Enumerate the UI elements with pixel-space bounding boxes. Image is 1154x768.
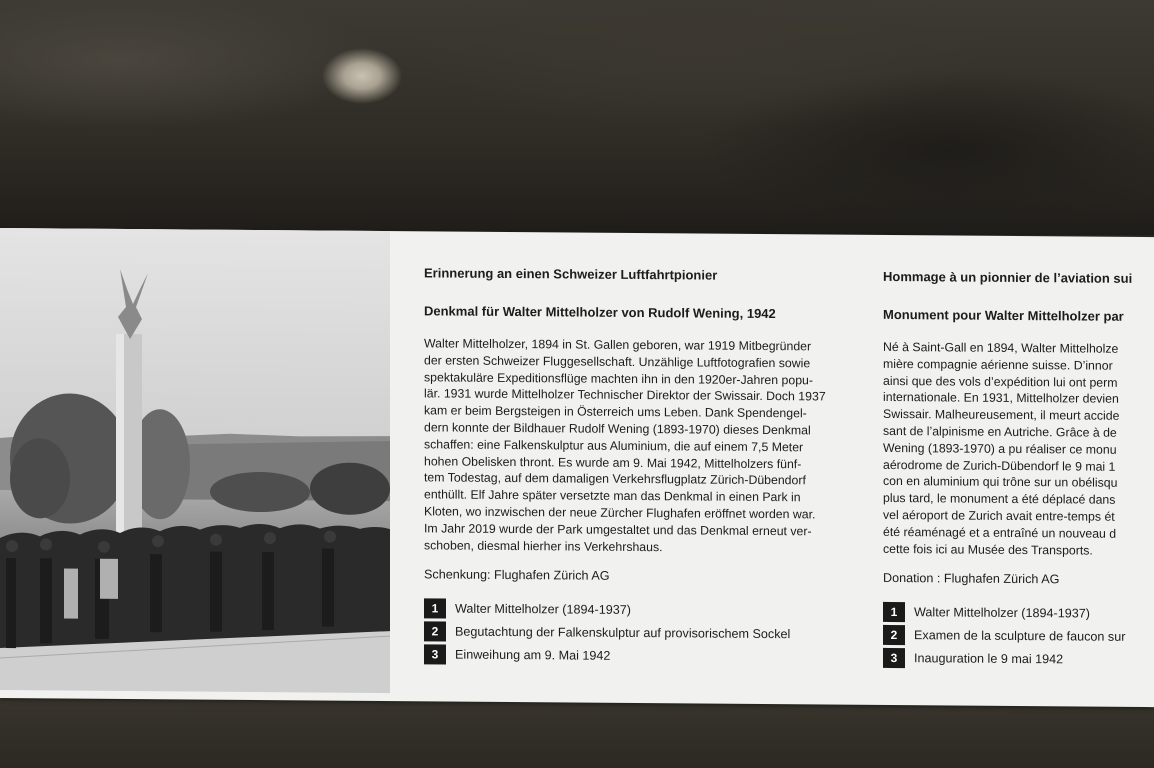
legend-text: Walter Mittelholzer (1894-1937) [914,605,1090,621]
german-body-line: hohen Obelisken thront. Es wurde am 9. Mai 1942, Mittelholzers fünf- [424,453,802,471]
legend-text: Inauguration le 9 mai 1942 [914,651,1064,667]
legend-item [883,602,1154,624]
french-body-line: mière compagnie aérienne suisse. D’innor [883,356,1113,373]
legend-text: Einweihung am 9. Mai 1942 [455,647,611,664]
stone-wall-background [0,0,1154,235]
legend-item [883,648,1154,670]
french-body-line: été réaménagé et a entraîné un nouveau d [883,524,1117,541]
french-body-line: Wening (1893-1970) a pu réaliser ce monu [883,440,1117,457]
german-body [424,335,854,557]
german-body-line: der ersten Schweizer Fluggesellschaft. Unzählige Luftfotografien sowie [424,353,811,371]
french-body-line: cette fois ici au Musée des Transports. [883,541,1093,558]
legend-text: Examen de la sculpture de faucon sur [914,628,1126,645]
monument-inauguration-photo [0,228,390,693]
legend-number-badge: 2 [883,625,905,645]
legend-number-badge: 3 [883,648,905,668]
german-body-line: schoben, diesmal hierher ins Verkehrshaus. [424,537,663,554]
french-legend [883,602,1154,670]
historic-photo [0,228,390,693]
legend-number-badge: 1 [424,599,446,619]
french-body-line: ainsi que des vols d’expédition lui ont perm [883,373,1118,390]
french-column [883,269,1154,674]
german-legend [424,599,854,668]
german-body-line: spektakuläre Expeditionsflüge machten ihn in den 1920er-Jahren popu- [424,369,813,387]
german-subtitle: Denkmal für Walter Mittelholzer von Rudolf Wening, 1942 [424,303,776,322]
legend-item [883,625,1154,647]
german-body-line: dern konnte der Bildhauer Rudolf Wening (1893-1970) dieses Denkmal [424,420,811,438]
german-body-line: schaffen: eine Falkenskulptur aus Aluminium, die auf einem 7,5 Meter [424,437,804,455]
info-plaque [0,228,1154,707]
french-title: Hommage à un pionnier de l’aviation sui [883,268,1133,286]
german-body-line: Walter Mittelholzer, 1894 in St. Gallen geboren, war 1919 Mitbegründer [424,336,812,354]
legend-item [424,622,854,645]
german-column [424,265,854,671]
french-body-line: Swissair. Malheureusement, il meurt accide [883,407,1120,423]
legend-number-badge: 2 [424,622,446,642]
french-subtitle: Monument pour Walter Mittelholzer par [883,306,1124,324]
french-body-line: con en aluminium qui trône sur un obélisqu [883,474,1118,491]
french-body-line: sant de l’alpinisme en Autriche. Grâce à de [883,423,1117,440]
german-body-line: Kloten, wo inzwischen der neue Zürcher Flughafen eröffnet worden war. [424,504,816,522]
german-title: Erinnerung an einen Schweizer Luftfahrtpionier [424,265,718,283]
german-body-line: enthüllt. Elf Jahre später versetzte man das Denkmal in einen Park in [424,487,801,505]
legend-number-badge: 1 [883,602,905,622]
french-body-line: internationale. En 1931, Mittelholzer devien [883,390,1119,407]
french-body-line: aérodrome de Zurich-Dübendorf le 9 mai 1 [883,457,1116,474]
french-donation: Donation : Flughafen Zürich AG [883,571,1060,587]
german-body-line: kam er beim Bergsteigen in Österreich ums Leben. Dank Spendengel- [424,403,807,421]
german-body-line: tem Todestag, auf dem damaligen Verkehrsflugplatz Zürich-Dübendorf [424,470,806,488]
legend-text: Walter Mittelholzer (1894-1937) [455,601,631,618]
legend-number-badge: 3 [424,645,446,665]
german-body-line: lär. 1931 wurde Mittelholzer Technischer Direktor der Swissair. Doch 1937 [424,386,826,404]
french-body [883,339,1154,560]
french-body-line: plus tard, le monument a été déplacé dans [883,491,1116,507]
french-body-line: Né à Saint-Gall en 1894, Walter Mittelholze [883,339,1119,356]
legend-item [424,599,854,622]
legend-text: Begutachtung der Falkenskulptur auf provisorischem Sockel [455,624,791,642]
legend-item [424,645,854,668]
french-body-line: vel aéroport de Zurich avait entre-temps ét [883,507,1115,524]
german-donation: Schenkung: Flughafen Zürich AG [424,567,610,584]
german-body-line: Im Jahr 2019 wurde der Park umgestaltet und das Denkmal erneut ver- [424,521,812,539]
